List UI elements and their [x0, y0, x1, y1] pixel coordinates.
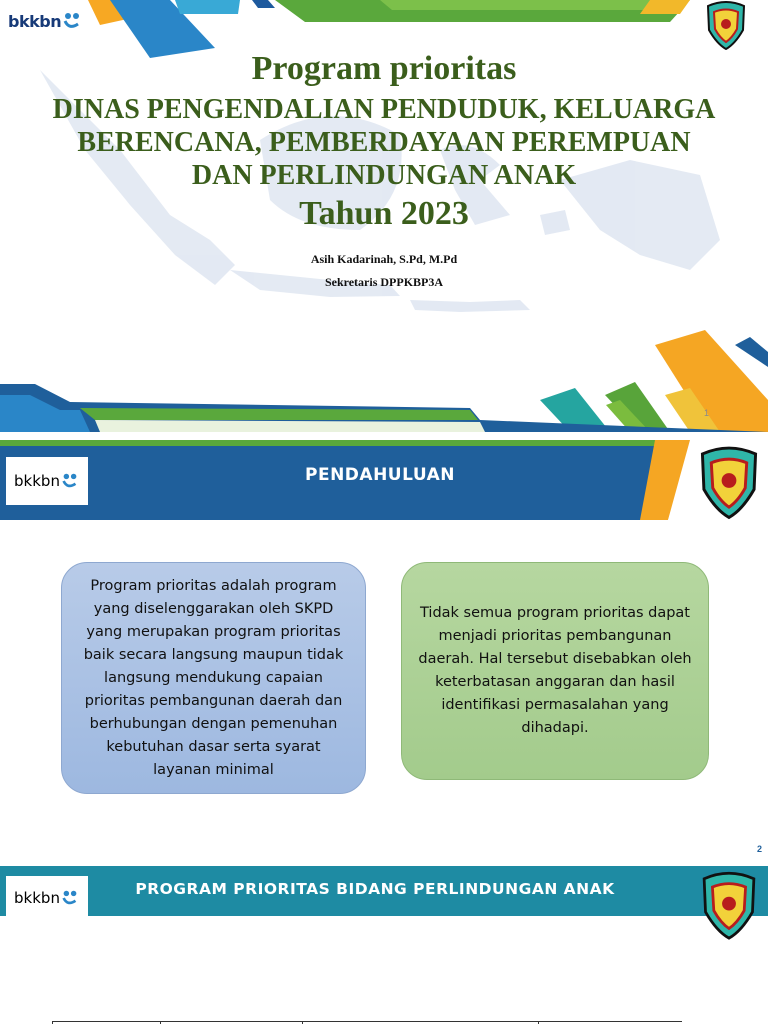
definition-box	[61, 562, 366, 794]
bkkbn-mark-icon	[60, 888, 80, 908]
presentation-year: Tahun 2023	[299, 195, 469, 232]
slide-1	[0, 0, 768, 432]
bkkbn-mark-icon	[61, 10, 83, 32]
regional-emblem-icon	[700, 868, 758, 942]
section-title: PENDAHULUAN	[305, 465, 455, 485]
subtitle-line: DAN PERLINDUNGAN ANAK	[191, 160, 577, 191]
subtitle-line: BERENCANA, PEMBERDAYAAN PEREMPUAN	[77, 127, 691, 158]
bkkbn-mark-icon	[60, 471, 80, 491]
section-title: PROGRAM PRIORITAS BIDANG PERLINDUNGAN ANAK	[135, 880, 615, 898]
definition-text: Program prioritas adalah program yang diselenggarakan oleh SKPD yang merupakan program prioritas baik secara langsung maupun tidak langsung mendukung capaian prioritas pembangunan daerah dan berhubungan dengan pemenuhan kebutuhan dasar serta syarat layanan minimal	[83, 577, 344, 778]
bkkbn-logo: bkkbn	[6, 457, 88, 505]
regional-emblem-icon	[705, 0, 747, 50]
slide-number: 2	[757, 844, 763, 854]
author-role: Sekretaris DPPKBP3A	[324, 275, 444, 289]
slide-3	[0, 864, 768, 1024]
slide-number: 1	[704, 408, 710, 418]
regional-emblem-icon	[698, 444, 760, 520]
presentation-subtitle	[0, 93, 768, 192]
note-text: Tidak semua program prioritas dapat menjadi prioritas pembangunan daerah. Hal tersebut disebabkan oleh keterbatasan anggaran dan hasil identifikasi permasalahan yang dihadapi.	[418, 605, 692, 736]
bkkbn-logo: bkkbn	[6, 876, 88, 920]
note-box	[401, 562, 709, 780]
author-name: Asih Kadarinah, S.Pd, M.Pd	[310, 252, 458, 266]
bkkbn-logo: bkkbn	[8, 10, 83, 32]
presentation-title: Program prioritas	[251, 50, 517, 87]
subtitle-line: DINAS PENGENDALIAN PENDUDUK, KELUARGA	[52, 94, 716, 125]
slide-2	[0, 432, 768, 864]
